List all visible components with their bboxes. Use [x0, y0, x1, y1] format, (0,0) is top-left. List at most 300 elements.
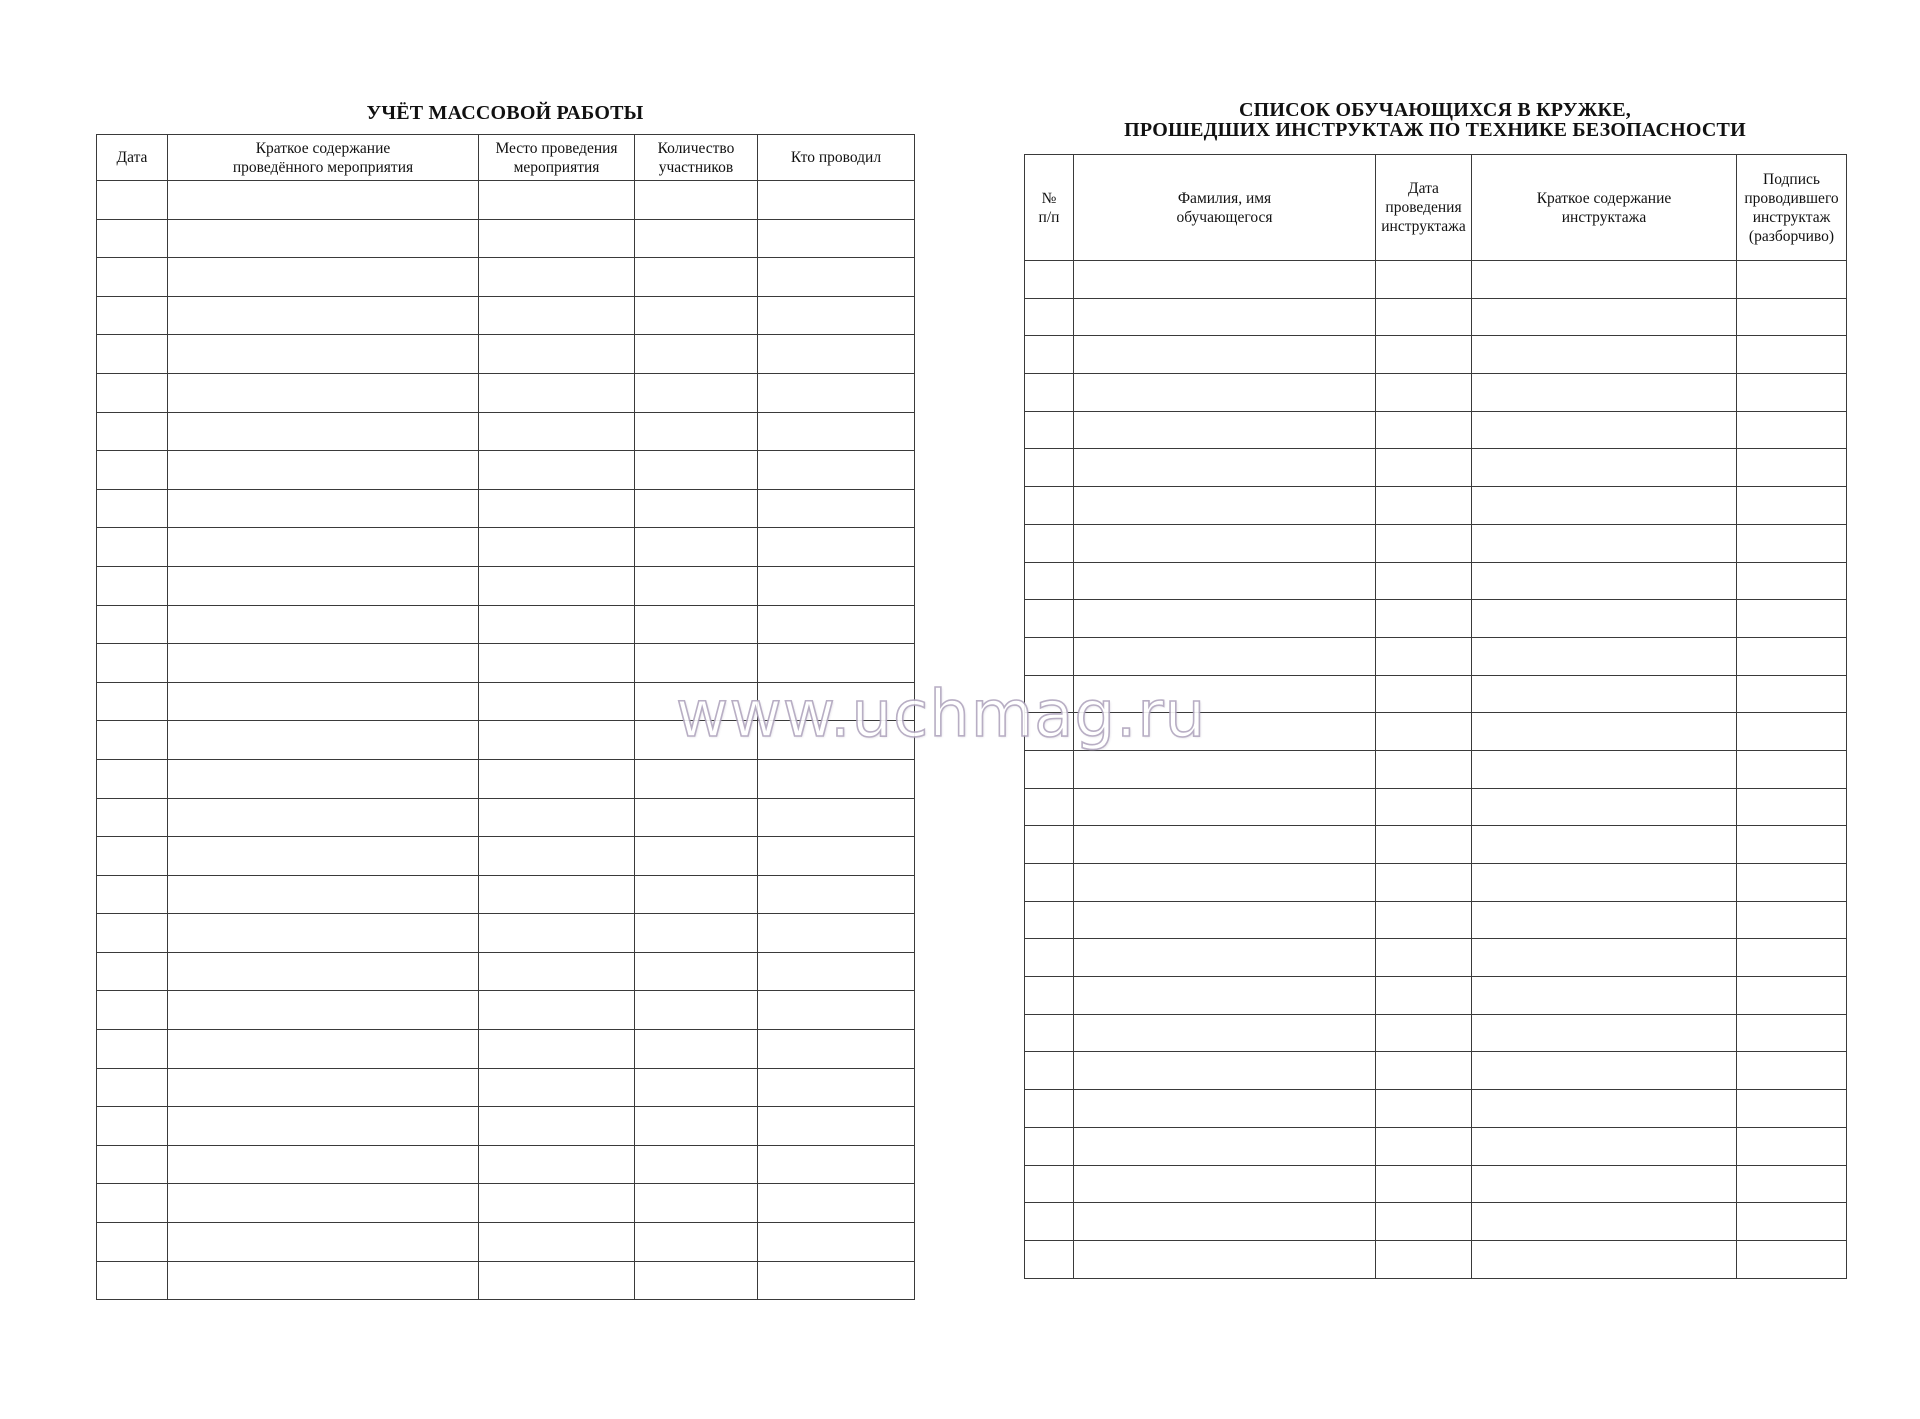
blank-cell[interactable] — [635, 1068, 758, 1107]
table-row — [97, 528, 915, 567]
blank-cell[interactable] — [758, 644, 915, 683]
blank-cell[interactable] — [758, 489, 915, 528]
blank-cell[interactable] — [1376, 524, 1472, 562]
blank-cell[interactable] — [1737, 600, 1847, 638]
blank-cell[interactable] — [758, 219, 915, 258]
blank-cell[interactable] — [1376, 449, 1472, 487]
table-row — [1025, 600, 1847, 638]
blank-cell[interactable] — [168, 682, 479, 721]
blank-cell[interactable] — [1376, 788, 1472, 826]
blank-cell[interactable] — [1025, 901, 1074, 939]
blank-cell[interactable] — [168, 759, 479, 798]
blank-cell[interactable] — [479, 952, 635, 991]
blank-cell[interactable] — [635, 1030, 758, 1069]
blank-cell[interactable] — [1025, 1052, 1074, 1090]
blank-cell[interactable] — [1074, 1165, 1376, 1203]
blank-cell[interactable] — [758, 914, 915, 953]
blank-cell[interactable] — [1737, 901, 1847, 939]
blank-cell[interactable] — [758, 1107, 915, 1146]
blank-cell[interactable] — [758, 181, 915, 220]
blank-cell[interactable] — [479, 837, 635, 876]
blank-cell[interactable] — [168, 373, 479, 412]
blank-cell[interactable] — [479, 219, 635, 258]
blank-cell[interactable] — [635, 1184, 758, 1223]
blank-cell[interactable] — [1737, 298, 1847, 336]
blank-cell[interactable] — [479, 798, 635, 837]
blank-cell[interactable] — [479, 721, 635, 760]
blank-cell[interactable] — [97, 412, 168, 451]
blank-cell[interactable] — [479, 914, 635, 953]
blank-cell[interactable] — [635, 1261, 758, 1300]
blank-cell[interactable] — [1074, 864, 1376, 902]
blank-cell[interactable] — [1376, 977, 1472, 1015]
table-row — [97, 644, 915, 683]
blank-cell[interactable] — [479, 181, 635, 220]
blank-cell[interactable] — [1074, 939, 1376, 977]
blank-cell[interactable] — [1472, 637, 1737, 675]
blank-cell[interactable] — [1376, 1052, 1472, 1090]
col-header-date: Дата — [97, 135, 168, 181]
blank-cell[interactable] — [758, 605, 915, 644]
blank-cell[interactable] — [479, 1184, 635, 1223]
blank-cell[interactable] — [1025, 411, 1074, 449]
blank-cell[interactable] — [1472, 1240, 1737, 1278]
blank-cell[interactable] — [758, 566, 915, 605]
blank-cell[interactable] — [758, 952, 915, 991]
blank-cell[interactable] — [758, 875, 915, 914]
blank-cell[interactable] — [479, 412, 635, 451]
blank-cell[interactable] — [479, 759, 635, 798]
blank-cell[interactable] — [1737, 637, 1847, 675]
blank-cell[interactable] — [635, 952, 758, 991]
right-form-title-line: ПРОШЕДШИХ ИНСТРУКТАЖ ПО ТЕХНИКЕ БЕЗОПАСНОСТИ — [1124, 119, 1746, 141]
blank-cell[interactable] — [97, 1261, 168, 1300]
blank-cell[interactable] — [1074, 261, 1376, 299]
blank-cell[interactable] — [1025, 562, 1074, 600]
blank-cell[interactable] — [479, 605, 635, 644]
blank-cell[interactable] — [1376, 1127, 1472, 1165]
blank-cell[interactable] — [97, 798, 168, 837]
blank-cell[interactable] — [1376, 713, 1472, 751]
blank-cell[interactable] — [97, 528, 168, 567]
blank-cell[interactable] — [1074, 1014, 1376, 1052]
right-form-title-line: СПИСОК ОБУЧАЮЩИХСЯ В КРУЖКЕ, — [1239, 99, 1631, 121]
blank-cell[interactable] — [1025, 1203, 1074, 1241]
blank-cell[interactable] — [1376, 939, 1472, 977]
blank-cell[interactable] — [168, 914, 479, 953]
blank-cell[interactable] — [1074, 1090, 1376, 1128]
blank-cell[interactable] — [1737, 1090, 1847, 1128]
blank-cell[interactable] — [1737, 675, 1847, 713]
blank-cell[interactable] — [1737, 524, 1847, 562]
table-row — [1025, 374, 1847, 412]
blank-cell[interactable] — [168, 644, 479, 683]
blank-cell[interactable] — [1376, 261, 1472, 299]
blank-cell[interactable] — [1472, 411, 1737, 449]
blank-cell[interactable] — [758, 837, 915, 876]
blank-cell[interactable] — [168, 296, 479, 335]
blank-cell[interactable] — [1472, 1052, 1737, 1090]
blank-cell[interactable] — [1025, 524, 1074, 562]
blank-cell[interactable] — [635, 1145, 758, 1184]
blank-cell[interactable] — [479, 489, 635, 528]
blank-cell[interactable] — [1472, 298, 1737, 336]
blank-cell[interactable] — [1074, 449, 1376, 487]
table-row — [97, 914, 915, 953]
blank-cell[interactable] — [97, 296, 168, 335]
blank-cell[interactable] — [1025, 826, 1074, 864]
blank-cell[interactable] — [1737, 411, 1847, 449]
blank-cell[interactable] — [479, 451, 635, 490]
table-row — [97, 798, 915, 837]
blank-cell[interactable] — [1376, 1090, 1472, 1128]
blank-cell[interactable] — [1074, 637, 1376, 675]
blank-cell[interactable] — [168, 1030, 479, 1069]
blank-cell[interactable] — [1376, 1014, 1472, 1052]
blank-cell[interactable] — [758, 991, 915, 1030]
blank-cell[interactable] — [479, 373, 635, 412]
blank-cell[interactable] — [97, 875, 168, 914]
blank-cell[interactable] — [479, 528, 635, 567]
blank-cell[interactable] — [758, 1261, 915, 1300]
blank-cell[interactable] — [479, 258, 635, 297]
blank-cell[interactable] — [1472, 977, 1737, 1015]
blank-cell[interactable] — [479, 566, 635, 605]
blank-cell[interactable] — [97, 1068, 168, 1107]
blank-cell[interactable] — [1472, 1014, 1737, 1052]
table-row — [1025, 826, 1847, 864]
blank-cell[interactable] — [168, 335, 479, 374]
blank-cell[interactable] — [168, 721, 479, 760]
blank-cell[interactable] — [758, 1145, 915, 1184]
blank-cell[interactable] — [1074, 1240, 1376, 1278]
blank-cell[interactable] — [1025, 864, 1074, 902]
blank-cell[interactable] — [1737, 1052, 1847, 1090]
blank-cell[interactable] — [1025, 449, 1074, 487]
blank-cell[interactable] — [1025, 939, 1074, 977]
blank-cell[interactable] — [1074, 600, 1376, 638]
blank-cell[interactable] — [635, 644, 758, 683]
blank-cell[interactable] — [1025, 487, 1074, 525]
blank-cell[interactable] — [97, 1145, 168, 1184]
blank-cell[interactable] — [635, 181, 758, 220]
blank-cell[interactable] — [1376, 1203, 1472, 1241]
blank-cell[interactable] — [758, 1184, 915, 1223]
blank-cell[interactable] — [168, 605, 479, 644]
blank-cell[interactable] — [635, 566, 758, 605]
blank-cell[interactable] — [1737, 374, 1847, 412]
blank-cell[interactable] — [1025, 336, 1074, 374]
blank-cell[interactable] — [168, 258, 479, 297]
blank-cell[interactable] — [168, 1107, 479, 1146]
blank-cell[interactable] — [1472, 864, 1737, 902]
blank-cell[interactable] — [1376, 298, 1472, 336]
blank-cell[interactable] — [1025, 977, 1074, 1015]
blank-cell[interactable] — [758, 1030, 915, 1069]
blank-cell[interactable] — [1025, 1165, 1074, 1203]
blank-cell[interactable] — [1737, 1014, 1847, 1052]
blank-cell[interactable] — [1376, 562, 1472, 600]
blank-cell[interactable] — [1376, 637, 1472, 675]
blank-cell[interactable] — [1472, 901, 1737, 939]
blank-cell[interactable] — [1737, 261, 1847, 299]
blank-cell[interactable] — [635, 875, 758, 914]
blank-cell[interactable] — [1074, 487, 1376, 525]
blank-cell[interactable] — [168, 1223, 479, 1262]
blank-cell[interactable] — [1074, 1052, 1376, 1090]
blank-cell[interactable] — [758, 1068, 915, 1107]
blank-cell[interactable] — [479, 296, 635, 335]
blank-cell[interactable] — [97, 682, 168, 721]
blank-cell[interactable] — [1472, 675, 1737, 713]
table-row — [97, 875, 915, 914]
blank-cell[interactable] — [168, 798, 479, 837]
blank-cell[interactable] — [1472, 713, 1737, 751]
table-row — [97, 952, 915, 991]
blank-cell[interactable] — [1376, 411, 1472, 449]
blank-cell[interactable] — [1074, 524, 1376, 562]
blank-cell[interactable] — [1025, 750, 1074, 788]
blank-cell[interactable] — [635, 528, 758, 567]
blank-cell[interactable] — [479, 1145, 635, 1184]
blank-cell[interactable] — [97, 1184, 168, 1223]
right-form-title — [1024, 100, 1846, 140]
blank-cell[interactable] — [635, 335, 758, 374]
blank-cell[interactable] — [97, 952, 168, 991]
safety-briefing-table-body — [1025, 261, 1847, 1279]
blank-cell[interactable] — [97, 914, 168, 953]
blank-cell[interactable] — [1025, 637, 1074, 675]
blank-cell[interactable] — [168, 1184, 479, 1223]
blank-cell[interactable] — [479, 682, 635, 721]
blank-cell[interactable] — [758, 1223, 915, 1262]
blank-cell[interactable] — [1472, 449, 1737, 487]
blank-cell[interactable] — [1737, 449, 1847, 487]
blank-cell[interactable] — [168, 219, 479, 258]
blank-cell[interactable] — [1472, 261, 1737, 299]
blank-cell[interactable] — [97, 566, 168, 605]
blank-cell[interactable] — [635, 837, 758, 876]
blank-cell[interactable] — [1737, 864, 1847, 902]
blank-cell[interactable] — [635, 605, 758, 644]
table-row — [97, 373, 915, 412]
blank-cell[interactable] — [168, 451, 479, 490]
blank-cell[interactable] — [97, 644, 168, 683]
blank-cell[interactable] — [758, 759, 915, 798]
blank-cell[interactable] — [758, 258, 915, 297]
blank-cell[interactable] — [1074, 977, 1376, 1015]
blank-cell[interactable] — [1737, 1203, 1847, 1241]
table-row — [1025, 864, 1847, 902]
blank-cell[interactable] — [97, 219, 168, 258]
table-row — [97, 605, 915, 644]
blank-cell[interactable] — [1737, 1165, 1847, 1203]
blank-cell[interactable] — [168, 952, 479, 991]
blank-cell[interactable] — [97, 605, 168, 644]
blank-cell[interactable] — [1737, 562, 1847, 600]
blank-cell[interactable] — [1376, 374, 1472, 412]
blank-cell[interactable] — [1376, 1165, 1472, 1203]
blank-cell[interactable] — [1025, 1240, 1074, 1278]
blank-cell[interactable] — [1737, 788, 1847, 826]
table-row — [97, 991, 915, 1030]
blank-cell[interactable] — [1472, 788, 1737, 826]
blank-cell[interactable] — [1074, 750, 1376, 788]
blank-cell[interactable] — [168, 528, 479, 567]
blank-cell[interactable] — [1074, 826, 1376, 864]
blank-cell[interactable] — [1376, 864, 1472, 902]
blank-cell[interactable] — [1472, 1165, 1737, 1203]
blank-cell[interactable] — [97, 837, 168, 876]
blank-cell[interactable] — [168, 1145, 479, 1184]
blank-cell[interactable] — [1472, 826, 1737, 864]
blank-cell[interactable] — [1025, 788, 1074, 826]
blank-cell[interactable] — [635, 1223, 758, 1262]
blank-cell[interactable] — [1376, 901, 1472, 939]
blank-cell[interactable] — [168, 1068, 479, 1107]
blank-cell[interactable] — [97, 1107, 168, 1146]
blank-cell[interactable] — [635, 219, 758, 258]
blank-cell[interactable] — [635, 1107, 758, 1146]
table-row — [1025, 788, 1847, 826]
table-header-row — [97, 135, 915, 181]
blank-cell[interactable] — [1025, 1014, 1074, 1052]
blank-cell[interactable] — [97, 991, 168, 1030]
blank-cell[interactable] — [97, 1030, 168, 1069]
blank-cell[interactable] — [758, 335, 915, 374]
blank-cell[interactable] — [1025, 1090, 1074, 1128]
blank-cell[interactable] — [97, 759, 168, 798]
blank-cell[interactable] — [168, 412, 479, 451]
blank-cell[interactable] — [97, 721, 168, 760]
left-form-title: УЧЁТ МАССОВОЙ РАБОТЫ — [366, 102, 644, 124]
blank-cell[interactable] — [758, 296, 915, 335]
blank-cell[interactable] — [168, 566, 479, 605]
blank-cell[interactable] — [1074, 374, 1376, 412]
blank-cell[interactable] — [1472, 600, 1737, 638]
blank-cell[interactable] — [1737, 977, 1847, 1015]
blank-cell[interactable] — [1472, 336, 1737, 374]
blank-cell[interactable] — [1376, 826, 1472, 864]
blank-cell[interactable] — [1025, 1127, 1074, 1165]
blank-cell[interactable] — [1074, 411, 1376, 449]
blank-cell[interactable] — [97, 335, 168, 374]
blank-cell[interactable] — [97, 1223, 168, 1262]
blank-cell[interactable] — [1074, 336, 1376, 374]
blank-cell[interactable] — [479, 991, 635, 1030]
blank-cell[interactable] — [1074, 562, 1376, 600]
blank-cell[interactable] — [635, 373, 758, 412]
table-row — [97, 1030, 915, 1069]
blank-cell[interactable] — [1737, 713, 1847, 751]
blank-cell[interactable] — [1025, 374, 1074, 412]
blank-cell[interactable] — [635, 798, 758, 837]
table-row — [97, 1223, 915, 1262]
blank-cell[interactable] — [635, 258, 758, 297]
blank-cell[interactable] — [168, 837, 479, 876]
blank-cell[interactable] — [1472, 750, 1737, 788]
table-row — [97, 181, 915, 220]
blank-cell[interactable] — [1737, 939, 1847, 977]
blank-cell[interactable] — [1376, 750, 1472, 788]
blank-cell[interactable] — [479, 1261, 635, 1300]
blank-cell[interactable] — [1472, 1127, 1737, 1165]
blank-cell[interactable] — [168, 1261, 479, 1300]
blank-cell[interactable] — [97, 451, 168, 490]
blank-cell[interactable] — [758, 412, 915, 451]
blank-cell[interactable] — [479, 1068, 635, 1107]
blank-cell[interactable] — [1737, 487, 1847, 525]
blank-cell[interactable] — [1376, 336, 1472, 374]
blank-cell[interactable] — [635, 489, 758, 528]
blank-cell[interactable] — [635, 412, 758, 451]
table-row — [97, 1184, 915, 1223]
col-header-instructor-signature: Подпись проводившего инструктаж (разборчиво) — [1737, 155, 1847, 261]
blank-cell[interactable] — [1472, 524, 1737, 562]
blank-cell[interactable] — [1376, 600, 1472, 638]
blank-cell[interactable] — [168, 875, 479, 914]
blank-cell[interactable] — [1376, 1240, 1472, 1278]
blank-cell[interactable] — [168, 991, 479, 1030]
blank-cell[interactable] — [1472, 562, 1737, 600]
blank-cell[interactable] — [758, 798, 915, 837]
blank-cell[interactable] — [1472, 939, 1737, 977]
blank-cell[interactable] — [1025, 600, 1074, 638]
blank-cell[interactable] — [479, 1107, 635, 1146]
blank-cell[interactable] — [1074, 901, 1376, 939]
blank-cell[interactable] — [758, 528, 915, 567]
blank-cell[interactable] — [635, 759, 758, 798]
blank-cell[interactable] — [1472, 374, 1737, 412]
blank-cell[interactable] — [97, 258, 168, 297]
table-row — [97, 566, 915, 605]
blank-cell[interactable] — [1074, 1127, 1376, 1165]
blank-cell[interactable] — [97, 373, 168, 412]
blank-cell[interactable] — [479, 335, 635, 374]
blank-cell[interactable] — [635, 991, 758, 1030]
blank-cell[interactable] — [479, 875, 635, 914]
blank-cell[interactable] — [1737, 1240, 1847, 1278]
blank-cell[interactable] — [1472, 1203, 1737, 1241]
blank-cell[interactable] — [635, 451, 758, 490]
blank-cell[interactable] — [1074, 298, 1376, 336]
blank-cell[interactable] — [479, 1030, 635, 1069]
blank-cell[interactable] — [168, 181, 479, 220]
blank-cell[interactable] — [1737, 826, 1847, 864]
blank-cell[interactable] — [1472, 487, 1737, 525]
blank-cell[interactable] — [1074, 788, 1376, 826]
blank-cell[interactable] — [1737, 336, 1847, 374]
blank-cell[interactable] — [758, 451, 915, 490]
blank-cell[interactable] — [97, 181, 168, 220]
blank-cell[interactable] — [635, 914, 758, 953]
watermark: www.uchmag.ru — [676, 678, 1207, 752]
blank-cell[interactable] — [1376, 675, 1472, 713]
blank-cell[interactable] — [168, 489, 479, 528]
blank-cell[interactable] — [1074, 1203, 1376, 1241]
blank-cell[interactable] — [1025, 298, 1074, 336]
blank-cell[interactable] — [479, 1223, 635, 1262]
blank-cell[interactable] — [1376, 487, 1472, 525]
blank-cell[interactable] — [635, 296, 758, 335]
blank-cell[interactable] — [1472, 1090, 1737, 1128]
blank-cell[interactable] — [1737, 1127, 1847, 1165]
blank-cell[interactable] — [1025, 261, 1074, 299]
blank-cell[interactable] — [758, 373, 915, 412]
blank-cell[interactable] — [97, 489, 168, 528]
blank-cell[interactable] — [479, 644, 635, 683]
blank-cell[interactable] — [1737, 750, 1847, 788]
